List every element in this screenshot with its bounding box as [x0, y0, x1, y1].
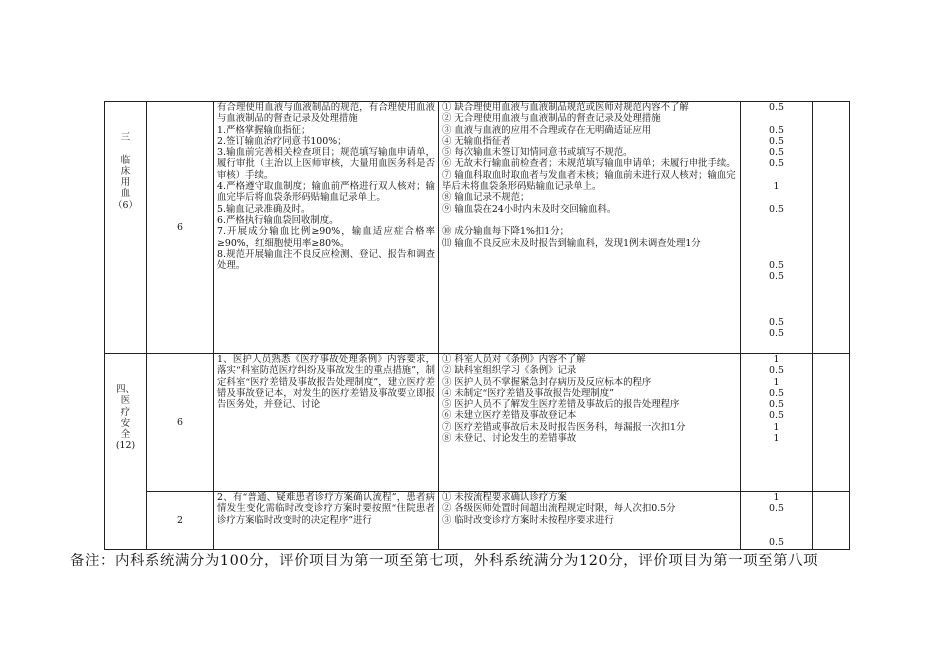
points-line: 0.5: [769, 124, 784, 136]
deduction-line: ⑥ 未建立医疗差错及事故登记本: [442, 410, 577, 422]
score-cell: 2: [147, 492, 214, 550]
deduction-line: ⑦ 输血科取血时取血者与发血者未核；输血前未进行双人核对；输血完毕后未将血袋条形码贴输血记录单上。: [442, 169, 736, 193]
points-line: [741, 294, 812, 305]
requirement-line: 6.严格执行输血袋回收制度。: [217, 214, 339, 226]
points-cell: [741, 492, 813, 550]
deduction-line: ⑤ 每次输血未签订知情同意书或填写不规范。: [442, 147, 633, 159]
deduction-line: ④ 未制定“医疗差错及事故报告处理制度”: [442, 387, 614, 399]
points-line: 1: [773, 181, 780, 193]
table-body: [105, 102, 850, 550]
points-line: 0.5: [769, 327, 784, 339]
category-char: 三: [120, 132, 131, 143]
category-char: 用: [120, 177, 131, 189]
deduction-line: ② 缺科室组织学习《条例》记录: [442, 365, 577, 377]
points-line: 1: [773, 354, 780, 365]
points-line: 0.5: [769, 102, 784, 113]
deduction-line: ④ 无输血指征者: [442, 135, 511, 147]
requirement-line: 5.输血记录准确及时。: [217, 203, 311, 215]
points-line: [741, 215, 812, 226]
requirement-line: 4.严格遵守取血制度；输血前严格进行双人核对；输血完毕后将血袋条形码贴输血记录单上。: [217, 181, 435, 204]
blank-score-cell: [813, 102, 850, 354]
points-line: 0.5: [769, 387, 784, 399]
footnote: 备注：内科系统满分为100分，评价项目为第一项至第七项，外科系统满分为120分，评价项目为第一项至第八项: [70, 553, 819, 569]
table-row: [105, 354, 850, 492]
deduction-line: ⑥ 无故未行输血前检查者；未规范填写输血申请单；未履行申批手续。: [442, 158, 736, 170]
requirement-cell: [214, 492, 439, 550]
requirement-line: 有合理使用血液与血液制品的规范，有合理使用血液与血液制品的督查记录及处理措施: [217, 102, 435, 125]
category-char: 血: [120, 188, 131, 200]
category-char: 四、: [116, 384, 135, 395]
points-line: 1: [773, 376, 780, 388]
requirement-line: 8.规范开展输血注不良反应检测、登记、报告和调查处理。: [217, 248, 435, 272]
category-char: 医: [120, 395, 131, 407]
category-cell: [105, 102, 147, 354]
points-line: [741, 192, 812, 203]
points-line: 0.5: [769, 271, 784, 283]
points-line: 1: [773, 421, 780, 433]
category-char: 安: [120, 417, 131, 429]
blank-score-cell: [813, 354, 850, 492]
points-line: 0.5: [769, 316, 784, 328]
category-char: 床: [120, 165, 131, 177]
points-line: 1: [773, 492, 780, 503]
deduction-line: ⑾ 输血不良反应未及时报告到输血科，发现1例未调查处理1分: [442, 237, 701, 249]
deduction-line: ⑧ 未登记、讨论发生的差错事故: [442, 433, 577, 445]
points-line: 0.5: [769, 158, 784, 170]
score-cell: 6: [147, 354, 214, 492]
points-line: [741, 515, 812, 526]
points-line: [741, 113, 812, 124]
deduction-line: ⑧ 输血记录不规范；: [442, 192, 530, 204]
requirement-cell: [214, 354, 439, 492]
points-line: 0.5: [769, 537, 784, 549]
category-char: 全: [120, 429, 131, 441]
category-char: 疗: [120, 406, 131, 418]
evaluation-table: [104, 101, 850, 550]
deduction-line: ① 缺合理使用血液与血液制品规范或医师对规范内容不了解: [442, 102, 689, 113]
deduction-line: [442, 215, 737, 226]
points-line: [741, 526, 812, 537]
points-line: 0.5: [769, 410, 784, 422]
category-char: 临: [120, 154, 131, 166]
requirement-line: 3.输血前完善相关检查项目；规范填写输血申请单，履行审批（主治以上医师审核，大量用血医务科是否审核）手续。: [217, 147, 435, 181]
category-char: （6）: [113, 199, 138, 211]
deduction-line: ① 未按流程要求确认诊疗方案: [442, 492, 567, 503]
points-line: 0.5: [769, 203, 784, 215]
points-line: [741, 170, 812, 181]
points-line: 0.5: [769, 147, 784, 159]
points-cell: [741, 102, 813, 354]
deduction-line: ① 科室人员对《条例》内容不了解: [442, 354, 586, 365]
table-row: [105, 492, 850, 550]
requirement-line: 1.严格掌握输血指征；: [217, 124, 311, 136]
table-row: [105, 102, 850, 354]
points-line: 1: [773, 433, 780, 445]
points-line: [741, 238, 812, 249]
requirement-line: 1、医护人员熟悉《医疗事故处理条例》内容要求，落实“科室防范医疗纠纷及事故发生的重点措施”，制定科室“医疗差错及事故报告处理制度”，建立医疗差错及事故登记本，对发生的医疗差错及事故要立即报告医务处，并登记、讨论: [217, 354, 435, 411]
requirement-cell: [214, 102, 439, 354]
requirement-line: 7.开展成分输血比例≥90%，输血适应症合格率≥90%，红细胞使用率≥80%。: [217, 226, 435, 249]
deduction-line: ③ 血液与血液的应用不合理或存在无明确适证应用: [442, 124, 652, 136]
deduction-line: ③ 医护人员不掌握紧急封存病历及反应标本的程序: [442, 376, 652, 388]
deduction-cell: [439, 354, 741, 492]
category-char: (12): [115, 440, 136, 452]
points-cell: [741, 354, 813, 492]
score-cell: 6: [147, 102, 214, 354]
points-line: [741, 249, 812, 260]
deduction-cell: [439, 492, 741, 550]
category-cell: [105, 354, 147, 550]
deduction-cell: [439, 102, 741, 354]
points-line: 0.5: [769, 399, 784, 411]
deduction-line: ⑩ 成分输血每下降1%扣1分；: [442, 226, 569, 238]
points-line: 0.5: [769, 503, 784, 515]
deduction-line: ② 无合理使用血液与血液制品的督查记录及处理措施: [442, 113, 661, 125]
points-line: 0.5: [769, 135, 784, 147]
deduction-line: ② 各级医师处置时间超出流程规定时限，每人次扣0.5分: [442, 503, 676, 515]
points-line: [741, 305, 812, 316]
requirement-line: 2、有“普通、疑难患者诊疗方案确认流程”，患者病情发生变化需临时改变诊疗方案时要按照“住院患者诊疗方案临时改变时的决定程序”进行: [217, 492, 435, 526]
points-line: [741, 226, 812, 237]
deduction-line: ⑤ 医护人员不了解发生医疗差错及事故后的报告处理程序: [442, 399, 680, 411]
deduction-line: ⑦ 医疗差错或事故后未及时报告医务科，每漏报一次扣1分: [442, 421, 686, 433]
points-line: 0.5: [769, 260, 784, 272]
deduction-line: ⑨ 输血袋在24小时内未及时交回输血科。: [442, 203, 617, 215]
requirement-line: 2.签订输血治疗同意书100%；: [217, 135, 347, 147]
points-line: [741, 283, 812, 294]
blank-score-cell: [813, 492, 850, 550]
points-line: 0.5: [769, 365, 784, 377]
deduction-line: ③ 临时改变诊疗方案时未按程序要求进行: [442, 514, 614, 526]
